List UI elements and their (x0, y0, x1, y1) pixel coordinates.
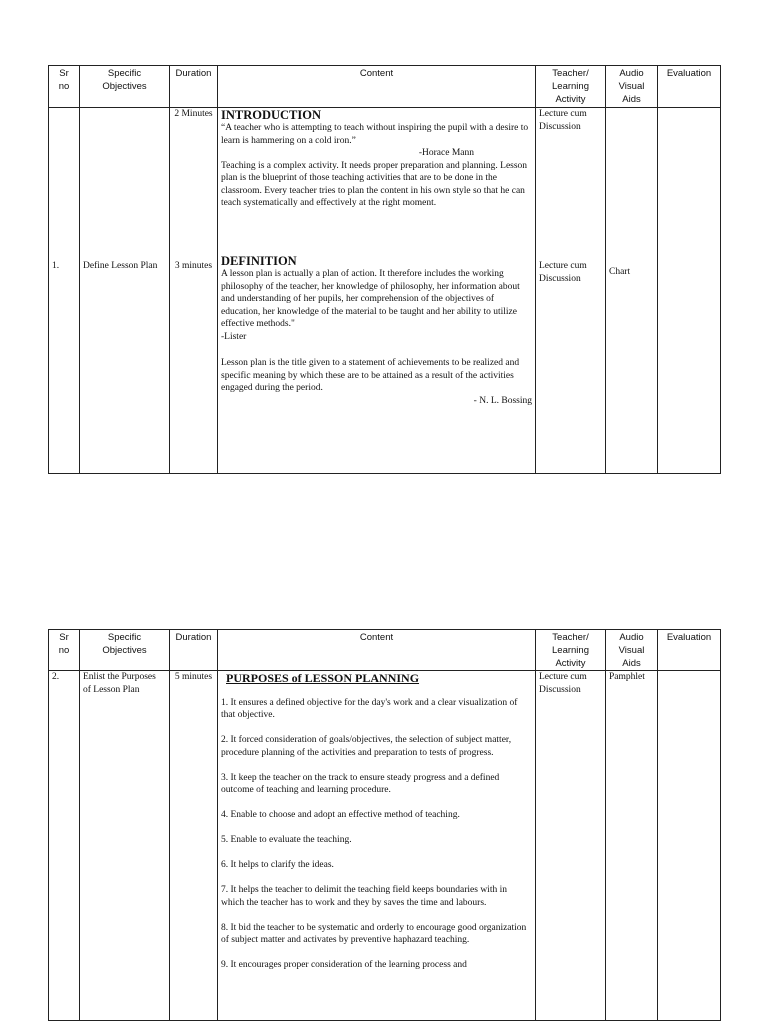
activity-cell: Lecture cum Discussion (536, 671, 606, 1021)
list-item: 1. It ensures a defined objective for the day's work and a clear visualization of that objective. (221, 697, 518, 720)
header-content: Content (218, 66, 536, 108)
sr-number: 1. (52, 261, 60, 271)
header-objectives: Specific Objectives (80, 630, 170, 671)
duration-cell: 5 minutes (170, 671, 218, 1021)
objective-text: Define Lesson Plan (83, 261, 158, 271)
header-sr: Sr no (49, 66, 80, 108)
list-item: 4. Enable to choose and adopt an effective method of teaching. (221, 810, 460, 820)
content-cell (218, 671, 536, 1021)
objective-cell (80, 108, 170, 474)
definition-paragraph-2: Lesson plan is the title given to a statement of achievements to be realized and specific meaning by which these are to be attained as a result of the activities engaged during the period. (221, 358, 520, 393)
lesson-plan-table-2 (48, 629, 721, 1021)
duration-cell (170, 108, 218, 474)
purposes-heading: PURPOSES of LESSON PLANNING (226, 671, 420, 685)
list-item: 9. It encourages proper consideration of the learning process and (221, 960, 467, 970)
lesson-plan-table-1 (48, 65, 721, 474)
list-item: 5. Enable to evaluate the teaching. (221, 835, 352, 845)
intro-heading: INTRODUCTION (221, 108, 322, 122)
list-item: 3. It keep the teacher on the track to ensure steady progress and a defined outcome of teaching and learning procedure. (221, 772, 500, 795)
av-aid: Chart (609, 267, 631, 277)
sr-cell: 2. (49, 671, 80, 1021)
av-cell (606, 108, 658, 474)
activity-intro: Lecture cum Discussion (539, 109, 587, 132)
header-sr: Sr no (49, 630, 80, 671)
av-cell: Pamphlet (606, 671, 658, 1021)
definition-paragraph: A lesson plan is actually a plan of action. It therefore includes the working philosophy of the teacher, her knowledge of philosophy, her information about and understanding of her pupils, her comprehension of the objectives of education, her knowledge of the material to be taught and her ability to utilize effective methods." (221, 269, 520, 329)
header-duration: Duration (170, 630, 218, 671)
header-row (49, 66, 721, 108)
table-row (49, 671, 721, 1021)
header-activity: Teacher/ Learning Activity (536, 66, 606, 108)
header-row (49, 630, 721, 671)
header-duration: Duration (170, 66, 218, 108)
sr-cell (49, 108, 80, 474)
activity-definition: Lecture cum Discussion (539, 261, 587, 284)
header-av-aids: Audio Visual Aids (606, 630, 658, 671)
list-item: 7. It helps the teacher to delimit the teaching field keeps boundaries with in which the teacher has to work and they by saves the time and labours. (221, 885, 507, 908)
header-objectives: Specific Objectives (80, 66, 170, 108)
list-item: 6. It helps to clarify the ideas. (221, 860, 334, 870)
list-item: 2. It forced consideration of goals/objectives, the selection of subject matter, procedure planning of the activities and preparation to tests of progress. (221, 735, 512, 758)
header-content: Content (218, 630, 536, 671)
header-activity: Teacher/ Learning Activity (536, 630, 606, 671)
evaluation-cell (658, 671, 721, 1021)
duration-definition: 3 minutes (174, 261, 213, 271)
header-av-aids: Audio Visual Aids (606, 66, 658, 108)
duration-intro: 2 Minutes (174, 109, 213, 119)
definition-author-2: - N. L. Bossing (473, 395, 532, 406)
activity-cell (536, 108, 606, 474)
table-row (49, 108, 721, 474)
definition-heading: DEFINITION (221, 254, 297, 268)
intro-paragraph: Teaching is a complex activity. It needs proper preparation and planning. Lesson plan is the blueprint of those teaching activities that are to be done in the classroom. Every teacher tries to plan the content in his own style so that he can teach systematically and effectively at the right moment. (221, 160, 528, 208)
evaluation-cell (658, 108, 721, 474)
quote-author: -Horace Mann (418, 148, 474, 158)
definition-author: -Lister (221, 331, 247, 342)
header-evaluation: Evaluation (658, 630, 721, 671)
intro-quote: “A teacher who is attempting to teach without inspiring the pupil with a desire to learn is hammering on a cold iron.” (221, 123, 529, 146)
objective-cell: Enlist the Purposes of Lesson Plan (80, 671, 170, 1021)
header-evaluation: Evaluation (658, 66, 721, 108)
purposes-list (221, 697, 532, 972)
list-item: 8. It bid the teacher to be systematic and orderly to encourage good organization of subject matter and activates by preventive haphazard teaching. (221, 922, 527, 945)
content-cell (218, 108, 536, 474)
